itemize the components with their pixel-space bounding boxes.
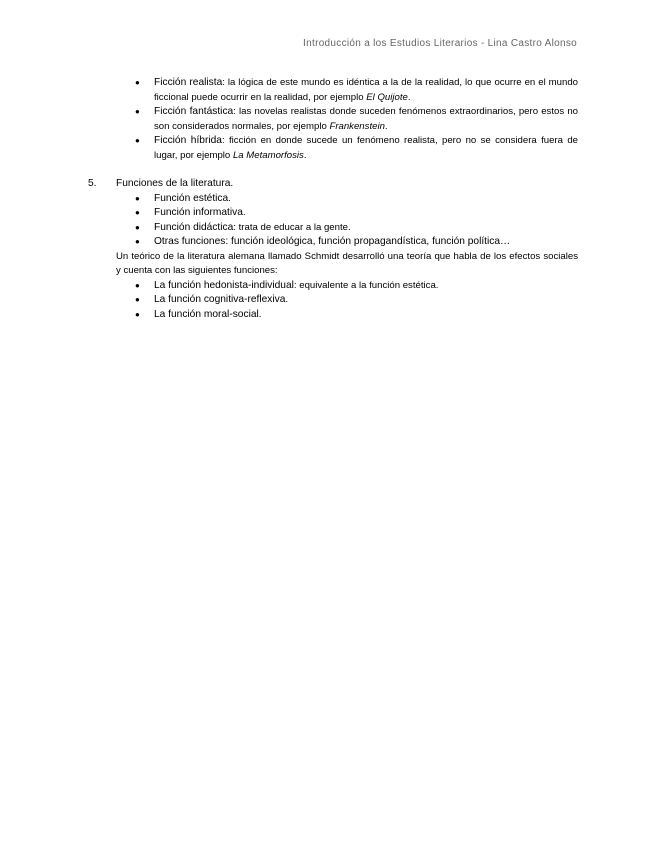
bullet-icon: ● [135,237,140,246]
fiction-description: : las novelas realistas donde suceden fenómenos extraordinarios, pero estos no son considerados normales, por ejemplo [154,106,578,132]
bullet-icon: ● [135,107,140,116]
bullet-icon: ● [135,136,140,145]
list-item [88,76,578,105]
list-item [116,235,578,250]
section-title: Funciones de la literatura. [116,178,234,189]
fiction-example: Frankenstein [329,120,385,132]
fiction-description: : ficción en donde sucede un fenómeno realista, pero no se considera fuera de lugar, por ejemplo [154,135,579,161]
section-number: 5. [88,178,97,189]
function-term: La función cognitiva-reflexiva [154,294,286,305]
list-item [116,221,578,236]
function-term: Función estética [154,192,229,204]
function-text: : equivalente a la función estética. [293,279,439,291]
sentence-end: . [384,120,388,132]
function-term: Función didáctica [154,221,234,233]
function-term: Función informativa [154,207,243,218]
function-term: La función hedonista-individual [154,279,294,291]
fiction-types-list [88,76,578,163]
section-5 [88,177,578,322]
bullet-icon: ● [135,208,140,217]
document-body [88,76,578,322]
function-text: . [258,308,262,320]
sentence-end: . [407,91,411,103]
function-term: La función moral-social [154,308,259,320]
fiction-term: Ficción híbrida [154,135,222,146]
list-item [88,134,578,163]
function-text: : trata de educar a la gente. [233,221,351,233]
bullet-icon: ● [135,78,140,87]
fiction-example: El Quijote [366,91,408,103]
sentence-end: . [303,149,307,161]
list-item [116,308,578,323]
fiction-term: Ficción fantástica [154,106,234,117]
list-item [116,279,578,294]
function-term: Otras funciones: función ideológica, función propagandística, función política… [154,236,511,247]
fiction-description: : la lógica de este mundo es idéntica a la de la realidad, lo que ocurre en el mundo ficcional puede ocurrir en la realidad, por ejemplo [154,77,578,103]
bullet-icon: ● [135,295,140,304]
schmidt-paragraph: Un teórico de la literatura alemana llamado Schmidt desarrolló una teoría que habla de los efectos sociales y cuenta con las siguientes funciones: [116,250,578,276]
function-text: . [242,207,246,218]
bullet-icon: ● [135,280,140,290]
schmidt-functions-list [116,279,578,323]
list-item [88,105,578,134]
list-item [116,206,578,221]
list-item [116,192,578,207]
bullet-icon: ● [135,193,140,203]
function-text: . [228,192,231,204]
list-item [116,293,578,308]
bullet-icon: ● [135,222,140,232]
bullet-icon: ● [135,309,140,319]
functions-list [116,192,578,250]
function-text: . [285,294,289,305]
fiction-term: Ficción realista [154,77,223,88]
fiction-example: La Metamorfosis [232,149,304,161]
page-header: Introducción a los Estudios Literarios - Lina Castro Alonso [303,38,577,49]
